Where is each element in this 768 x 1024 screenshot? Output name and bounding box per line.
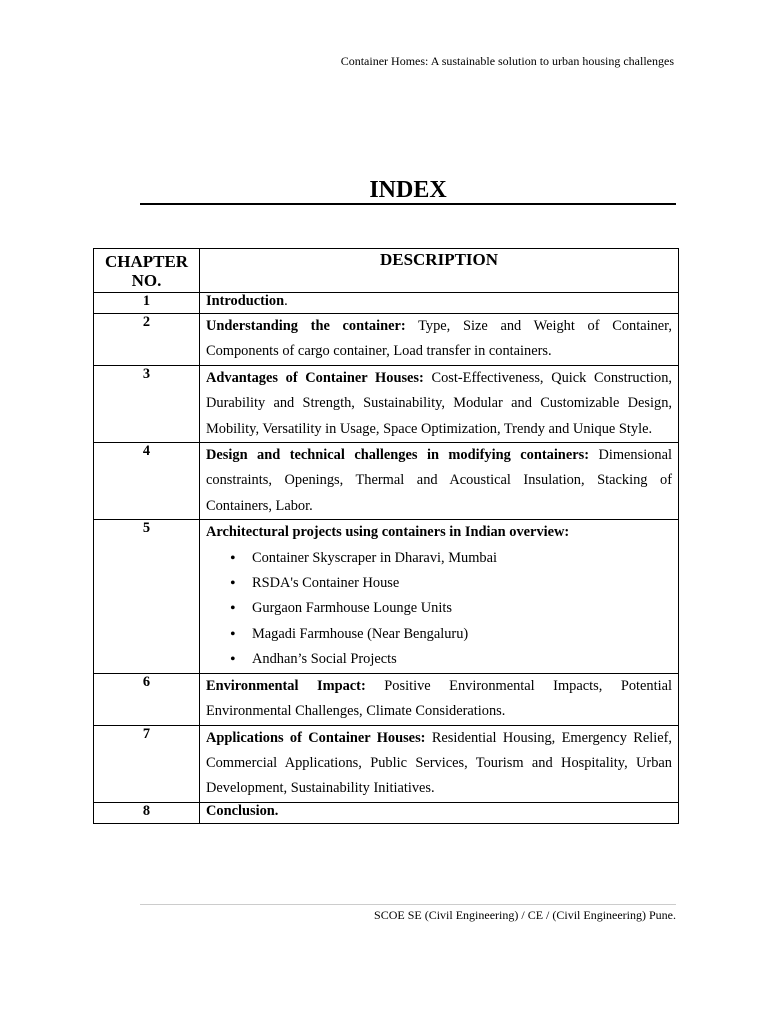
chapter-description xyxy=(200,443,679,520)
chapter-description xyxy=(200,314,679,366)
chapter-description xyxy=(200,725,679,802)
chapter-description xyxy=(200,520,679,673)
chapter-rest: Positive Environmental Impacts, Potential Environmental Challenges, Climate Considerations. xyxy=(206,677,673,720)
chapter-number: 1 xyxy=(94,293,200,314)
description-header: DESCRIPTION xyxy=(200,249,679,293)
chapter-lead: Architectural projects using containers in Indian overview: xyxy=(206,524,570,541)
title-underline xyxy=(140,203,676,205)
chapter-number: 3 xyxy=(94,365,200,442)
chapter-number: 2 xyxy=(94,314,200,366)
chapter-number: 7 xyxy=(94,725,200,802)
chapter-description xyxy=(200,293,679,314)
table-row xyxy=(94,673,679,725)
chapter-lead: Applications of Container Houses: xyxy=(206,729,426,746)
chapter-number: 6 xyxy=(94,673,200,725)
table-row xyxy=(94,293,679,314)
list-item: • Andhan’s Social Projects xyxy=(230,647,672,672)
chapter-rest: Residential Housing, Emergency Relief, Commercial Applications, Public Services, Tourism and Hospitality, Urban Development, Sustainability Initiatives. xyxy=(206,729,672,797)
chapter-lead: Introduction xyxy=(206,293,285,309)
chapter-lead: Advantages of Container Houses: xyxy=(206,369,424,386)
table-row xyxy=(94,520,679,673)
chapter-rest: Type, Size and Weight of Container, Components of cargo container, Load transfer in containers. xyxy=(206,318,672,360)
project-list xyxy=(206,546,672,673)
chapter-lead: Understanding the container: xyxy=(206,318,406,334)
chapter-rest: Cost-Effectiveness, Quick Construction, Durability and Strength, Sustainability, Modular and Customizable Design, Mobility, Versatility in Usage, Space Optimization, Trendy and Unique Style. xyxy=(206,369,672,437)
chapter-lead: Conclusion. xyxy=(206,802,279,819)
chapter-number: 4 xyxy=(94,443,200,520)
chapter-header-line2: NO. xyxy=(131,271,162,290)
page-title: INDEX xyxy=(369,177,447,203)
chapter-lead: Design and technical challenges in modifying containers: xyxy=(206,447,589,464)
list-item: • Magadi Farmhouse (Near Bengaluru) xyxy=(230,622,672,647)
list-item: • Gurgaon Farmhouse Lounge Units xyxy=(230,596,672,621)
running-footer: SCOE SE (Civil Engineering) / CE / (Civil Engineering) Pune. xyxy=(374,908,676,922)
footer-divider xyxy=(140,904,676,905)
chapter-lead: Environmental Impact: xyxy=(206,677,366,694)
table-row xyxy=(94,365,679,442)
chapter-number: 8 xyxy=(94,802,200,823)
chapter-header-line1: CHAPTER xyxy=(104,252,189,271)
list-item: • Container Skyscraper in Dharavi, Mumbai xyxy=(230,546,672,571)
table-row xyxy=(94,725,679,802)
chapter-no-header xyxy=(94,249,200,293)
chapter-description xyxy=(200,673,679,725)
chapter-rest: Dimensional constraints, Openings, Thermal and Acoustical Insulation, Stacking of Containers, Labor. xyxy=(206,447,672,514)
chapter-rest: . xyxy=(284,293,288,309)
index-table xyxy=(93,248,679,824)
list-item: • RSDA's Container House xyxy=(230,571,672,596)
table-row xyxy=(94,314,679,366)
chapter-number: 5 xyxy=(94,520,200,673)
chapter-description xyxy=(200,365,679,442)
table-row xyxy=(94,443,679,520)
table-row xyxy=(94,802,679,823)
chapter-description xyxy=(200,802,679,823)
index-table-header-row xyxy=(94,249,679,293)
running-header: Container Homes: A sustainable solution to urban housing challenges xyxy=(340,54,674,68)
